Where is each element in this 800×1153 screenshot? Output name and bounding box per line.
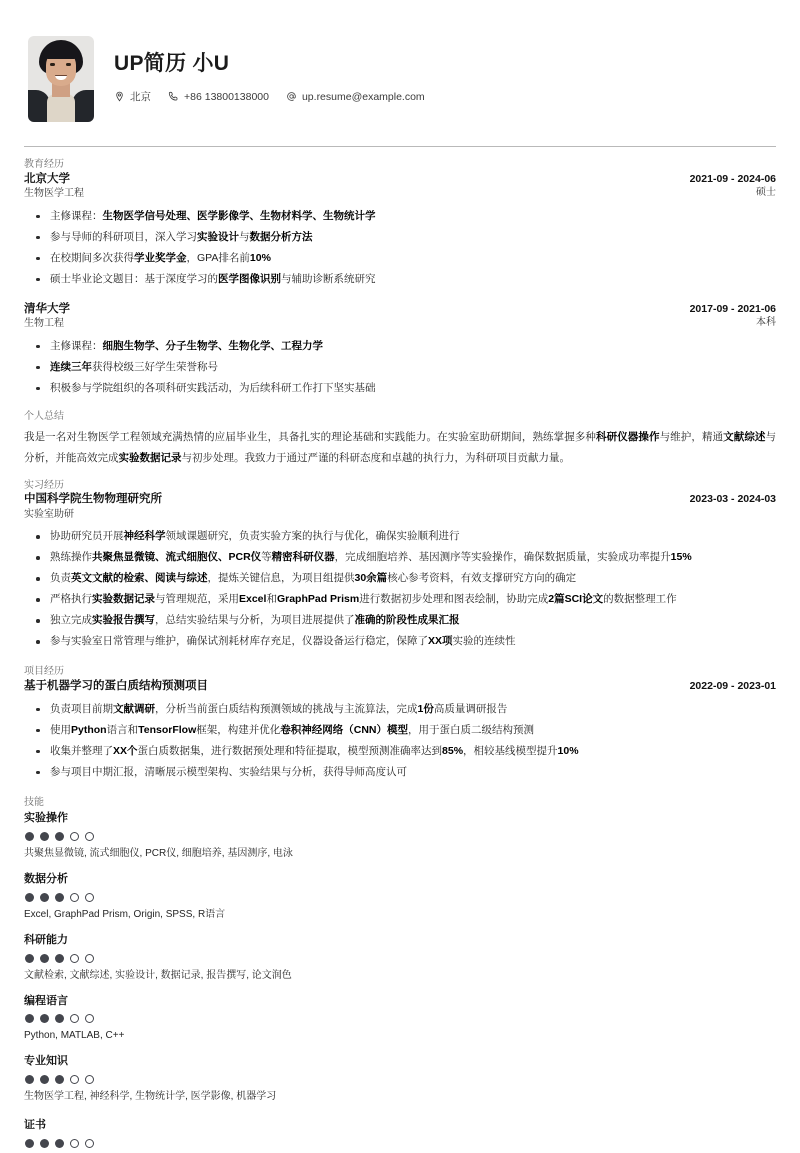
list-item: 收集并整理了XX个蛋白质数据集，进行数据预处理和特征提取，模型预测准确率达到85%，相较基线模型提升10%	[24, 743, 776, 760]
section-title-certificates: 证书	[24, 1119, 46, 1132]
section-title-projects: 项目经历	[24, 666, 64, 678]
avatar-eye-left	[50, 63, 55, 66]
skill-level-dots	[25, 1075, 776, 1084]
skill-level-dots	[25, 893, 776, 902]
level-dot	[25, 1139, 34, 1148]
list-item: 熟练操作共聚焦显微镜、流式细胞仪、PCR仪等精密科研仪器，完成细胞培养、基因测序等实验操作，确保数据质量，实验成功率提升15%	[24, 549, 776, 566]
skill-level-dots	[25, 832, 776, 841]
level-dot	[70, 1139, 79, 1148]
section-internship	[22, 480, 778, 651]
list-item: 积极参与学院组织的各项科研实践活动，为后续科研工作打下坚实基础	[24, 380, 776, 397]
education-entry	[24, 302, 776, 397]
level-dot	[85, 1075, 94, 1084]
list-item: 使用Python语言和TensorFlow框架，构建并优化卷积神经网络（CNN）模型，用于蛋白质二级结构预测	[24, 722, 776, 739]
education-major: 生物工程	[24, 318, 64, 330]
skill-name: 实验操作	[24, 812, 68, 824]
section-title-summary: 个人总结	[24, 410, 64, 422]
education-bullets	[24, 208, 776, 288]
skill-name: 专业知识	[24, 1055, 68, 1068]
level-dot	[40, 1014, 49, 1023]
education-major: 生物医学工程	[24, 188, 84, 200]
level-dot	[25, 832, 34, 841]
internship-role: 实验室助研	[24, 508, 74, 520]
list-item: 主修课程：生物医学信号处理、医学影像学、生物材料学、生物统计学	[24, 208, 776, 225]
level-dot	[85, 893, 94, 902]
level-dot	[40, 832, 49, 841]
list-item: 负责英文文献的检索、阅读与综述，提炼关键信息，为项目组提供30余篇核心参考资料，有效支撑研究方向的确定	[24, 570, 776, 587]
education-org: 北京大学	[24, 172, 70, 185]
list-item: 在校期间多次获得学业奖学金，GPA排名前10%	[24, 250, 776, 267]
list-item: 独立完成实验报告撰写，总结实验结果与分析，为项目进展提供了准确的阶段性成果汇报	[24, 612, 776, 629]
skill-group	[24, 994, 776, 1044]
list-item: 连续三年获得校级三好学生荣誉称号	[24, 359, 776, 376]
education-org: 清华大学	[24, 302, 70, 315]
level-dot	[70, 832, 79, 841]
list-item: 负责项目前期文献调研，分析当前蛋白质结构预测领域的挑战与主流算法，完成1份高质量调研报告	[24, 701, 776, 718]
skills-list	[24, 811, 776, 1104]
level-dot	[55, 1139, 64, 1148]
level-dot	[40, 893, 49, 902]
identity-block	[114, 50, 425, 108]
skill-items: 文献检索, 文献综述, 实验设计, 数据记录, 报告撰写, 论文润色	[24, 969, 292, 981]
list-item: 严格执行实验数据记录与管理规范，采用Excel和GraphPad Prism进行数据初步处理和图表绘制，协助完成2篇SCI论文的数据整理工作	[24, 591, 776, 608]
level-dot	[25, 1075, 34, 1084]
section-summary	[22, 411, 778, 468]
education-entry	[24, 172, 776, 288]
section-title-education: 教育经历	[24, 159, 64, 170]
internship-entry	[24, 492, 776, 650]
avatar	[28, 36, 94, 122]
skill-items: Python, MATLAB, C++	[24, 1030, 125, 1042]
header-divider	[24, 146, 776, 147]
contact-email	[286, 91, 425, 103]
level-dot	[40, 954, 49, 963]
contact-location-value: 北京	[130, 91, 151, 104]
education-degree: 本科	[756, 316, 776, 328]
summary-text: 我是一名对生物医学工程领域充满热情的应届毕业生，具备扎实的理论基础和实践能力。在实验室助研期间，熟练掌握多种科研仪器操作与维护，精通文献综述与分析，并能高效完成实验数据记录与初步处理。我致力于通过严谨的科研态度和卓越的执行力，为科研项目贡献力量。	[24, 431, 777, 464]
level-dot	[85, 832, 94, 841]
level-dot	[40, 1139, 49, 1148]
level-dot	[55, 832, 64, 841]
contact-list	[114, 89, 425, 104]
level-dot	[85, 954, 94, 963]
list-item: 协助研究员开展神经科学领域课题研究，负责实验方案的执行与优化，确保实验顺利进行	[24, 528, 776, 545]
level-dot	[55, 954, 64, 963]
avatar-jacket-right	[72, 90, 94, 122]
level-dot	[70, 954, 79, 963]
contact-location	[114, 89, 151, 104]
contact-phone	[168, 91, 269, 103]
list-item: 硕士毕业论文题目：基于深度学习的医学图像识别与辅助诊断系统研究	[24, 271, 776, 288]
level-dot	[55, 893, 64, 902]
list-item: 参与导师的科研项目，深入学习实验设计与数据分析方法	[24, 229, 776, 246]
level-dot	[70, 1014, 79, 1023]
certificates-level-dots	[25, 1139, 776, 1148]
skill-group	[24, 933, 776, 983]
list-item: 主修课程：细胞生物学、分子生物学、生物化学、工程力学	[24, 338, 776, 355]
list-item: 参与实验室日常管理与维护，确保试剂耗材库存充足，仪器设备运行稳定，保障了XX项实验的连续性	[24, 633, 776, 650]
skill-group	[24, 872, 776, 922]
contact-phone-value: +86 13800138000	[184, 90, 269, 103]
contact-email-value: up.resume@example.com	[301, 90, 425, 103]
section-projects	[22, 666, 778, 780]
skill-group	[24, 811, 776, 861]
project-date: 2022-09 - 2023-01	[689, 679, 776, 692]
skill-level-dots	[25, 1014, 776, 1023]
skill-group	[24, 1054, 776, 1104]
email-at-icon	[286, 91, 297, 102]
list-item: 参与项目中期汇报，清晰展示模型架构、实验结果与分析，获得导师高度认可	[24, 764, 776, 781]
level-dot	[25, 954, 34, 963]
level-dot	[55, 1075, 64, 1084]
level-dot	[85, 1139, 94, 1148]
skill-items: 生物医学工程, 神经科学, 生物统计学, 医学影像, 机器学习	[24, 1091, 277, 1103]
skill-items: Excel, GraphPad Prism, Origin, SPSS, R语言	[24, 908, 226, 920]
skill-name: 科研能力	[24, 933, 68, 946]
internship-bullets	[24, 528, 776, 650]
internship-date: 2023-03 - 2024-03	[689, 493, 776, 506]
avatar-shirt	[47, 94, 75, 122]
avatar-fringe	[43, 44, 79, 59]
phone-icon	[168, 91, 179, 102]
level-dot	[55, 1014, 64, 1023]
level-dot	[25, 1014, 34, 1023]
education-date: 2021-09 - 2024-06	[689, 172, 776, 185]
project-name: 基于机器学习的蛋白质结构预测项目	[24, 679, 208, 692]
avatar-eye-right	[66, 63, 71, 66]
section-title-internship: 实习经历	[24, 479, 64, 491]
level-dot	[85, 1014, 94, 1023]
location-pin-icon	[114, 91, 125, 102]
skill-items: 共聚焦显微镜, 流式细胞仪, PCR仪, 细胞培养, 基因测序, 电泳	[24, 847, 293, 859]
project-entry	[24, 679, 776, 781]
section-title-skills: 技能	[24, 796, 44, 808]
section-skills	[22, 797, 778, 1105]
resume-header	[22, 0, 778, 122]
skill-level-dots	[25, 954, 776, 963]
internship-org: 中国科学院生物物理研究所	[24, 493, 162, 506]
level-dot	[70, 1075, 79, 1084]
education-degree: 硕士	[756, 186, 776, 198]
section-education	[22, 159, 778, 397]
level-dot	[40, 1075, 49, 1084]
education-date: 2017-09 - 2021-06	[689, 302, 776, 315]
level-dot	[25, 893, 34, 902]
skill-name: 编程语言	[24, 994, 68, 1007]
project-bullets	[24, 701, 776, 781]
section-certificates	[22, 1118, 778, 1153]
skill-name: 数据分析	[24, 872, 68, 885]
page-title: UP简历 小U	[114, 51, 230, 75]
education-bullets	[24, 338, 776, 397]
level-dot	[70, 893, 79, 902]
